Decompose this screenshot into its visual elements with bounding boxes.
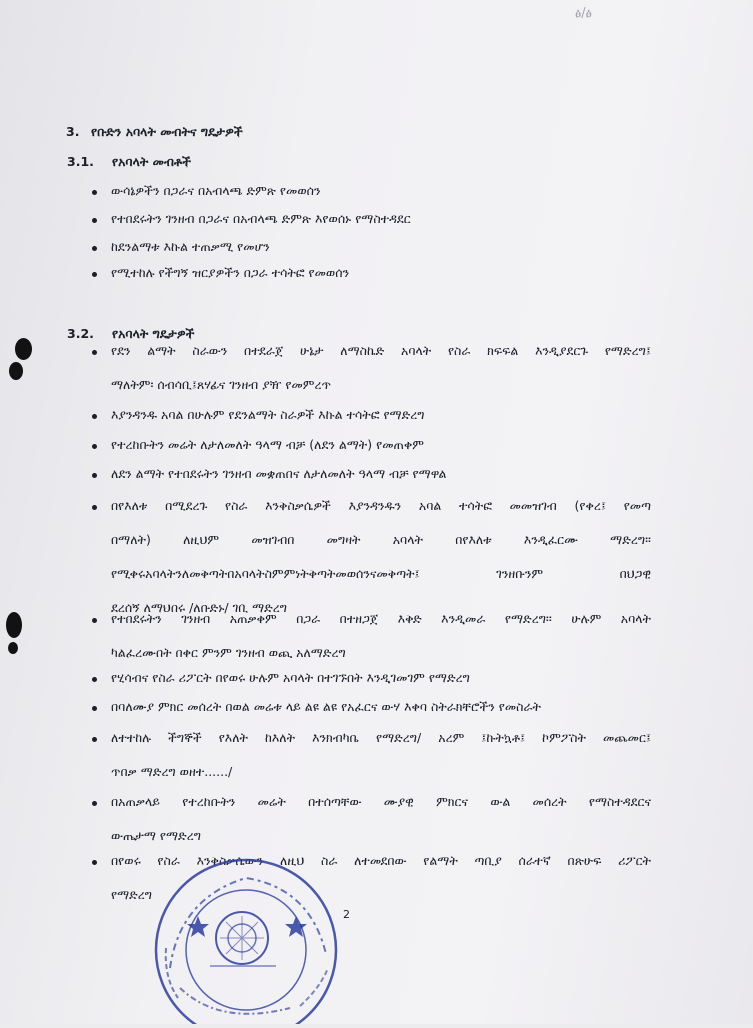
bullet-marker xyxy=(92,473,97,478)
duties-item-line: የተረከቡትን መሬት ለታለመለት ዓላማ ብቻ (ለደን ልማት) የመጠቀም xyxy=(111,437,424,452)
binder-hole-top xyxy=(15,338,32,360)
duties-item-line: የሂሳብና የስራ ሪፖርት በየወሩ ሁሉም አባላት በተገኙበት እንዲገመገም የማድረግ xyxy=(111,670,470,685)
bullet-marker xyxy=(92,677,97,682)
duties-item-line: እያንዳንዱ አባል በሁሉም የደንልማት ስራዎች እኩል ተሳትፎ የማድረግ xyxy=(111,407,425,422)
duties-item-line: በየወሩ የስራ እንቅስቃሴውን ለዚህ ስራ ለተመደበው የልማት ጣቢያ ሰራተኛ በጽሁፍ ሪፖርት xyxy=(111,853,651,868)
subsection-duties-number: 3.2. xyxy=(67,326,94,341)
duties-item-line: የማድረግ xyxy=(111,887,153,902)
bullet-marker xyxy=(92,618,97,623)
duties-item-line: የደን ልማት ስራውን በተደራጀ ሁኔታ ለማስኬድ አባላት የስራ ክፍፍል እንዲያደርጉ የማድረግ፤ xyxy=(111,343,651,358)
subsection-rights-title: የአባላት መብቶች xyxy=(112,154,191,169)
duties-item-line: በማለት) ለዚህም መዝገብበ መግዛት አባላት በየእለቱ እንዲፈርሙ ማድረግ፡፡ xyxy=(111,532,651,547)
bullet-marker xyxy=(92,706,97,711)
page-number: 2 xyxy=(343,908,350,921)
bullet-marker xyxy=(92,414,97,419)
bullet-marker xyxy=(92,350,97,355)
duties-item-line: የሚቀሩአባላትንለመቅጣትበአባላትስምምነትቅጣትመወሰንናመቅጣት፤ ገንዘቡንም በህጋዊ xyxy=(111,566,651,581)
rights-item-text: ውሳኔዎችን በጋራና በአብላጫ ድምጽ የመወሰን xyxy=(111,183,321,198)
section-title: የቡድን አባላት መብትና ግዴታዎች xyxy=(91,124,243,139)
bullet-marker xyxy=(92,801,97,806)
duties-item-line: በየእለቱ በሚደረጉ የስራ እንቅስቃሴዎች እያንዳንዱን አባል ተሳትፎ መመዝገብ (የቀረ፤ የመጣ xyxy=(111,498,651,513)
duties-item-line: ማለትም፡ ሰብሳቢ፤ጸሃፊና ገንዘብ ያዥ የመምረጥ xyxy=(111,377,331,392)
subsection-rights-number: 3.1. xyxy=(67,154,94,169)
binder-hole-bottom xyxy=(8,642,18,654)
top-right-mark: ፅ/ፅ xyxy=(575,6,592,21)
section-number: 3. xyxy=(66,124,80,139)
duties-item-line: ጥበቃ ማድረግ ወዘተ....../ xyxy=(111,764,233,779)
bullet-marker xyxy=(92,505,97,510)
binder-hole-middle xyxy=(9,362,23,380)
duties-item-line: ደረሰኝ ለማህበሩ /ለቡድኑ/ ገቢ ማድረግ xyxy=(111,600,288,615)
duties-item-line: ለደን ልማት የተበደሩትን ገንዘብ መቋጠበና ለታለመለት ዓላማ ብቻ የማዋል xyxy=(111,466,447,481)
duties-item-line: የተበደሩትን ገንዘብ አጠቃቀም በጋራ በተዘጋጀ እቅድ እንዲመራ የማድረግ፡፡ ሁሉም አባላት xyxy=(111,611,651,626)
bullet-marker xyxy=(92,444,97,449)
rights-item-text: የሚተከሉ የችግኝ ዝርያዎችን በጋራ ተሳትፎ የመወሰን xyxy=(111,265,350,280)
duties-item-line: በአጠቃላይ የተረከቡትን መሬት በተሰጣቸው ሙያዊ ምክርና ውል መሰረት የማስተዳደርና xyxy=(111,794,651,809)
duties-item-line: በባለሙያ ምክር መሰረት በወል መሬቱ ላይ ልዩ ልዩ የአፈርና ውሃ እቀባ ስትራክቸሮችን የመስራት xyxy=(111,699,541,714)
bullet-marker xyxy=(92,190,97,195)
bullet-marker xyxy=(92,246,97,251)
binder-hole-lower xyxy=(6,612,22,638)
rights-item-text: የተበደሩትን ገንዘብ በጋራና በአብላጫ ድምጽ እየወሰኑ የማስተዳደር xyxy=(111,211,411,226)
stamp-seal-graphic xyxy=(150,858,350,1024)
bullet-marker xyxy=(92,272,97,277)
duties-item-line: ውጤታማ የማድረግ xyxy=(111,828,201,843)
duties-item-line: ካልፈረሙበት በቀር ምንም ገንዘብ ወጪ አለማድረግ xyxy=(111,645,346,660)
bullet-marker xyxy=(92,737,97,742)
bullet-marker xyxy=(92,218,97,223)
bullet-marker xyxy=(92,860,97,865)
subsection-duties-title: የአባላት ግዴታዎች xyxy=(112,326,195,341)
rights-item-text: ከደንልማቱ እኩል ተጠቃሚ የመሆን xyxy=(111,239,270,254)
duties-item-line: ለተተከሉ ችግኞች የእለት ከእለት እንክብካቤ የማድረግ/ አረም ፤ኩትኳቶ፤ ኮምፖስት መጨመር፤ xyxy=(111,730,651,745)
official-stamp xyxy=(150,858,350,1024)
